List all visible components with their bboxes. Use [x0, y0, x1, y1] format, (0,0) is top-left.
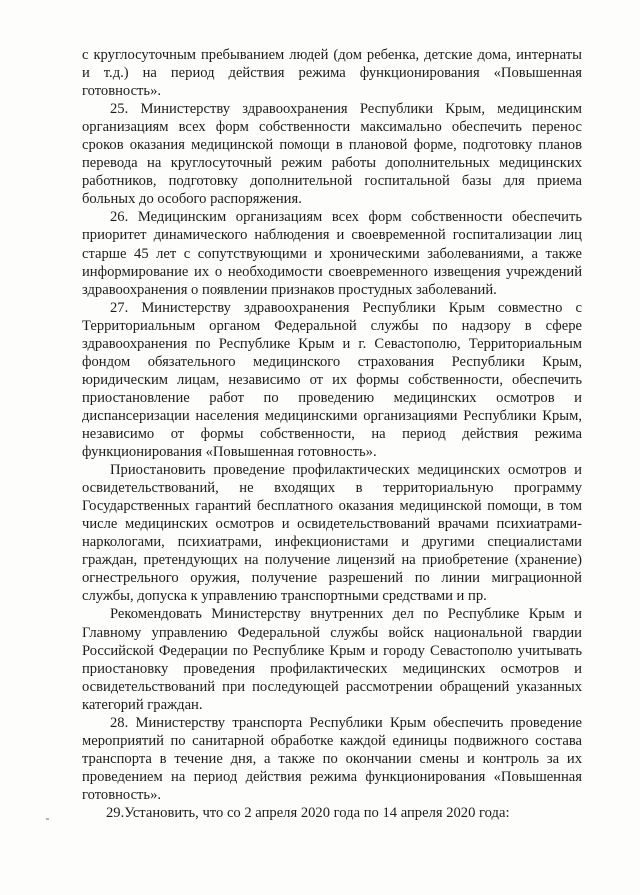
paragraph-suspend-checkups: Приостановить проведение профилактических медицинских осмотров и освидетельствований, не входящих в территориальную программу Государственных гарантий бесплатного оказания медицинской помощи, в том числе медицинских осмотров и освидетельствований врачами психиатрами-наркологами, психиатрами, инфекционистами и другими специалистами граждан, претендующих на получение лицензий на приобретение (хранение) огнестрельного оружия, получение разрешений по линии миграционной службы, допуска к управлению транспортными средствами и пр. — [82, 462, 582, 605]
paragraph-27: 27. Министерству здравоохранения Республики Крым совместно с Территориальным органом Федеральной службы по надзору в сфере здравоохранения по Республике Крым и г. Севастополю, Территориальным фондом обязательного медицинского страхования Республики Крым, юридическим лицам, независимо от их формы собственности, обеспечить приостановление работ по проведению медицинских осмотров и диспансеризации населения медицинскими организациями Республики Крым, независимо от формы собственности, на период действия режима функционирования «Повышенная готовность». — [82, 299, 582, 461]
paragraph-29: 29.Установить, что со 2 апреля 2020 года по 14 апреля 2020 года: — [106, 804, 510, 821]
document-body — [82, 46, 582, 822]
paragraph-25: 25. Министерству здравоохранения Республики Крым, медицинским организациям всех форм собственности максимально обеспечить перенос сроков оказания медицинской помощи в плановой форме, подготовку планов перевода на круглосуточный режим работы дополнительных медицинских работников, подготовку дополнительной госпитальной базы для приема больных до особого распоряжения. — [82, 101, 582, 208]
paragraph-recommend: Рекомендовать Министерству внутренних дел по Республике Крым и Главному управлению Федеральной службы войск национальной гвардии Российской Федерации по Республике Крым и городу Севастополю учитывать приостановку проведения профилактических медицинских осмотров и освидетельствований при последующей рассмотрении обращений указанных категорий граждан. — [82, 606, 582, 713]
scan-speck — [46, 818, 49, 820]
paragraph-28: 28. Министерству транспорта Республики Крым обеспечить проведение мероприятий по санитарной обработке каждой единицы подвижного состава транспорта в течение дня, а также по окончании смены и контроль за их проведением на период действия режима функционирования «Повышенная готовность». — [82, 714, 582, 803]
paragraph-26: 26. Медицинским организациям всех форм собственности обеспечить приоритет динамического наблюдения и своевременной госпитализации лиц старше 45 лет с сопутствующими и хроническими заболеваниями, а также информирование их о необходимости своевременного извещения учреждений здравоохранения о появлении признаков простудных заболеваний. — [82, 209, 582, 298]
paragraph-continuation: с круглосуточным пребыванием людей (дом ребенка, детские дома, интернаты и т.д.) на период действия режима функционирования «Повышенная готовность». — [82, 47, 582, 100]
